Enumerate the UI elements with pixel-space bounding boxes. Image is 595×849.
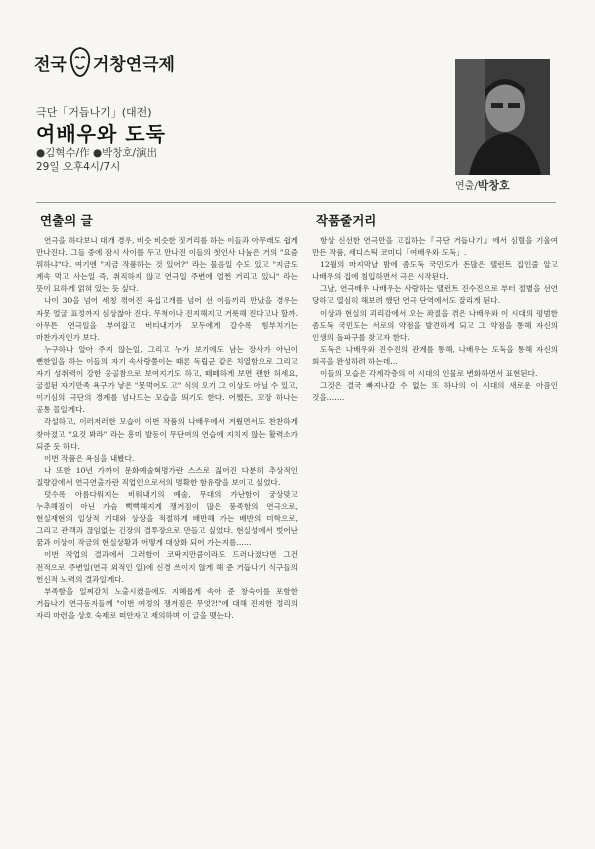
photo-caption	[455, 177, 510, 193]
synopsis-paragraph: 이들의 모습은 각계각층의 이 시대의 인물로 변화하면서 표현된다.	[320, 369, 538, 379]
play-credits: ●김혁수/作 ●박창호/演出	[36, 147, 158, 159]
director-portrait-icon	[455, 59, 550, 175]
directors-note-paragraph: 나이 30을 넘어 세칭 꺾어진 육십고개를 넘어 선 이들끼리 만났을 경우는 자못 얼굴 표정까지 심상찮아 진다. 무척이나 진지해지고 거룩해 진다고나 할까. 아무튼 연극일을 부여잡고 버티내기가 모두에게 갈수록 힘부치기는 마찬가지인가 보다.	[36, 296, 298, 342]
directors-note-heading: 연출의 글	[40, 213, 93, 228]
directors-note-paragraph: 누구하나 알아 주지 않는일, 그리고 누가 보기에도 남는 장사가 아닌이 뻔한일을 하는 이들의 자기 속사랑쯤이는 때론 독립군 같은 치열함으로 그리고 자기 성취력이 강한 옹골참으로 보여지기도 하고, 떼떼하게 보면 괜한 허세요, 굴절된 자기만족 욕구가 낳은 "못먹어도 고" 식의 오기 그 이상도 아닐 수 있고, 이기심의 극단의 경계를 넘나드는 모습을 띄기도 한다. 어쨌든, 꼬장 하나는 공통 꼴일게다.	[36, 344, 298, 415]
section-divider	[36, 202, 556, 203]
synopsis-paragraph: 도둑은 나배우와 진수진의 관계를 통해, 나배우는 도둑을 통해 자신의 회곡을 완성하려 하는데…	[312, 344, 558, 366]
directors-note-paragraph: 연극을 하다보니 대개 경우, 비슷 비슷한 짓거리를 하는 이들과 아무래도 쉽게 만나진다. 그들 중에 잠시 사이를 두고 만나진 이들의 첫인사 나눔은 거의 "요즘 뭐하냐"다. 여기엔 "지금 작품하는 것 있어?" 라는 물음일 수도 있고 "지금도 계속 먹고 사는일 즉, 취직하지 않고 연극일 주변에 얼쩐 거리고 있니" 라는 뜻이 묘하게 얽혀 있는 듯 싶다.	[36, 236, 298, 294]
directors-note-paragraph: 부족함을 일찌감치 노출시켰음에도 지혜롭게 속아 준 창숙이를 포함한 거듭나기 연극동지들께 "이번 여정의 쟁겨짐은 무엇?!"에 대해 진지한 정리의 자리 마련을 상호 숙제로 떠안자고 제의하며 이 글을 맺는다.	[36, 586, 298, 620]
play-title: 여배우와 도둑	[36, 122, 166, 146]
directors-note-column	[36, 211, 298, 622]
synopsis-paragraph: 그것은 결국 빠져나갈 수 없는 또 하나의 이 시대의 새로운 아픔인 것을…….	[312, 381, 558, 403]
synopsis-column	[312, 211, 558, 404]
directors-note-paragraph: 이번 작품은 욕심을 내봤다.	[44, 453, 135, 463]
synopsis-paragraph: 그날, 연극배우 나배우는 사랑하는 탤런트 진수진으로 부터 절별을 선언 당하고 열심히 해보려 했던 연극 단역에서도 잘리게 된다.	[312, 284, 558, 306]
director-photo	[455, 59, 550, 175]
synopsis-heading: 작품줄거리	[316, 213, 377, 228]
logo-text-national: 전국	[34, 54, 67, 75]
directors-note-paragraph: 각설하고, 이러저러한 모습이 이번 작품의 나배우에서 겨뤘면서도 찬찬하게 찾아졌고 "요것 봐라" 라는 흥미 발동이 무단여의 연습에 지치지 않는 활력소가 되준 듯 하다.	[36, 417, 298, 451]
theatre-mask-icon	[69, 47, 91, 77]
synopsis-paragraph: 12월의 마지막날 밤에 좀도둑 국민도가 돈많은 탤런트 집인줄 알고 나배우의 집에 침입하면서 극은 시작된다.	[312, 260, 558, 282]
directors-note-paragraph: 이번 작업의 결과에서 그러함이 코딱지만큼이라도 드러나졌다면 그건 전적으로 주변일(연극 외적인 일)에 신경 쓰이지 않게 해 준 거듭나기 식구들의 헌신적 노력의 결과일게다.	[36, 550, 298, 584]
caption-label: 연출/	[455, 181, 478, 192]
directors-note-paragraph: 덧수록 아름다워지는 비워내기의 예술, 무대의 가난함이 궁상맞고 누추해짐이 아닌 가슴 뻑뻑해지게 쟁겨짐이 많은 풍족함의 연극으로, 현실재현의 일상적 기대와 상상을 적절하게 배반해 가는 배반의 미학으로, 그리고 관객과 끊임없는 긴장의 결투장으로 만들고 싶었다. 현실성에서 벗어난 꿈과 이상이 작금의 현실상황과 어떻게 대상화 되어 가는지를……	[36, 489, 298, 548]
theatre-company: 극단「거듭나기」(대전)	[36, 106, 152, 119]
synopsis-paragraph: 항상 신선한 연극만을 고집하는『극단 거듭나기』에서 심혈을 기울여 만든 작품, 세디스틱 코미디「여배우와 도둑」.	[312, 236, 558, 258]
caption-director-name: 박창호	[477, 179, 510, 192]
logo-text-festival: 거창연극제	[92, 54, 175, 75]
play-schedule: 29일 오후4시/7시	[36, 161, 121, 173]
directors-note-paragraph: 나 또한 10년 가까이 문화예술혁명가란 스스로 짊어진 다분히 추상적인 질량감에서 연극연출가란 직업인으로서의 명확한 함유량을 보이고 싶었다.	[36, 465, 298, 487]
synopsis-paragraph: 이상과 현실의 괴리감에서 오는 좌절을 겪은 나배우와 이 시대의 평범한 좀도둑 국민도는 서로의 약점을 발견하게 되고 그 약점을 통해 자신의 인생의 돌파구를 찾고자 한다.	[312, 308, 558, 342]
festival-logo	[34, 44, 175, 80]
